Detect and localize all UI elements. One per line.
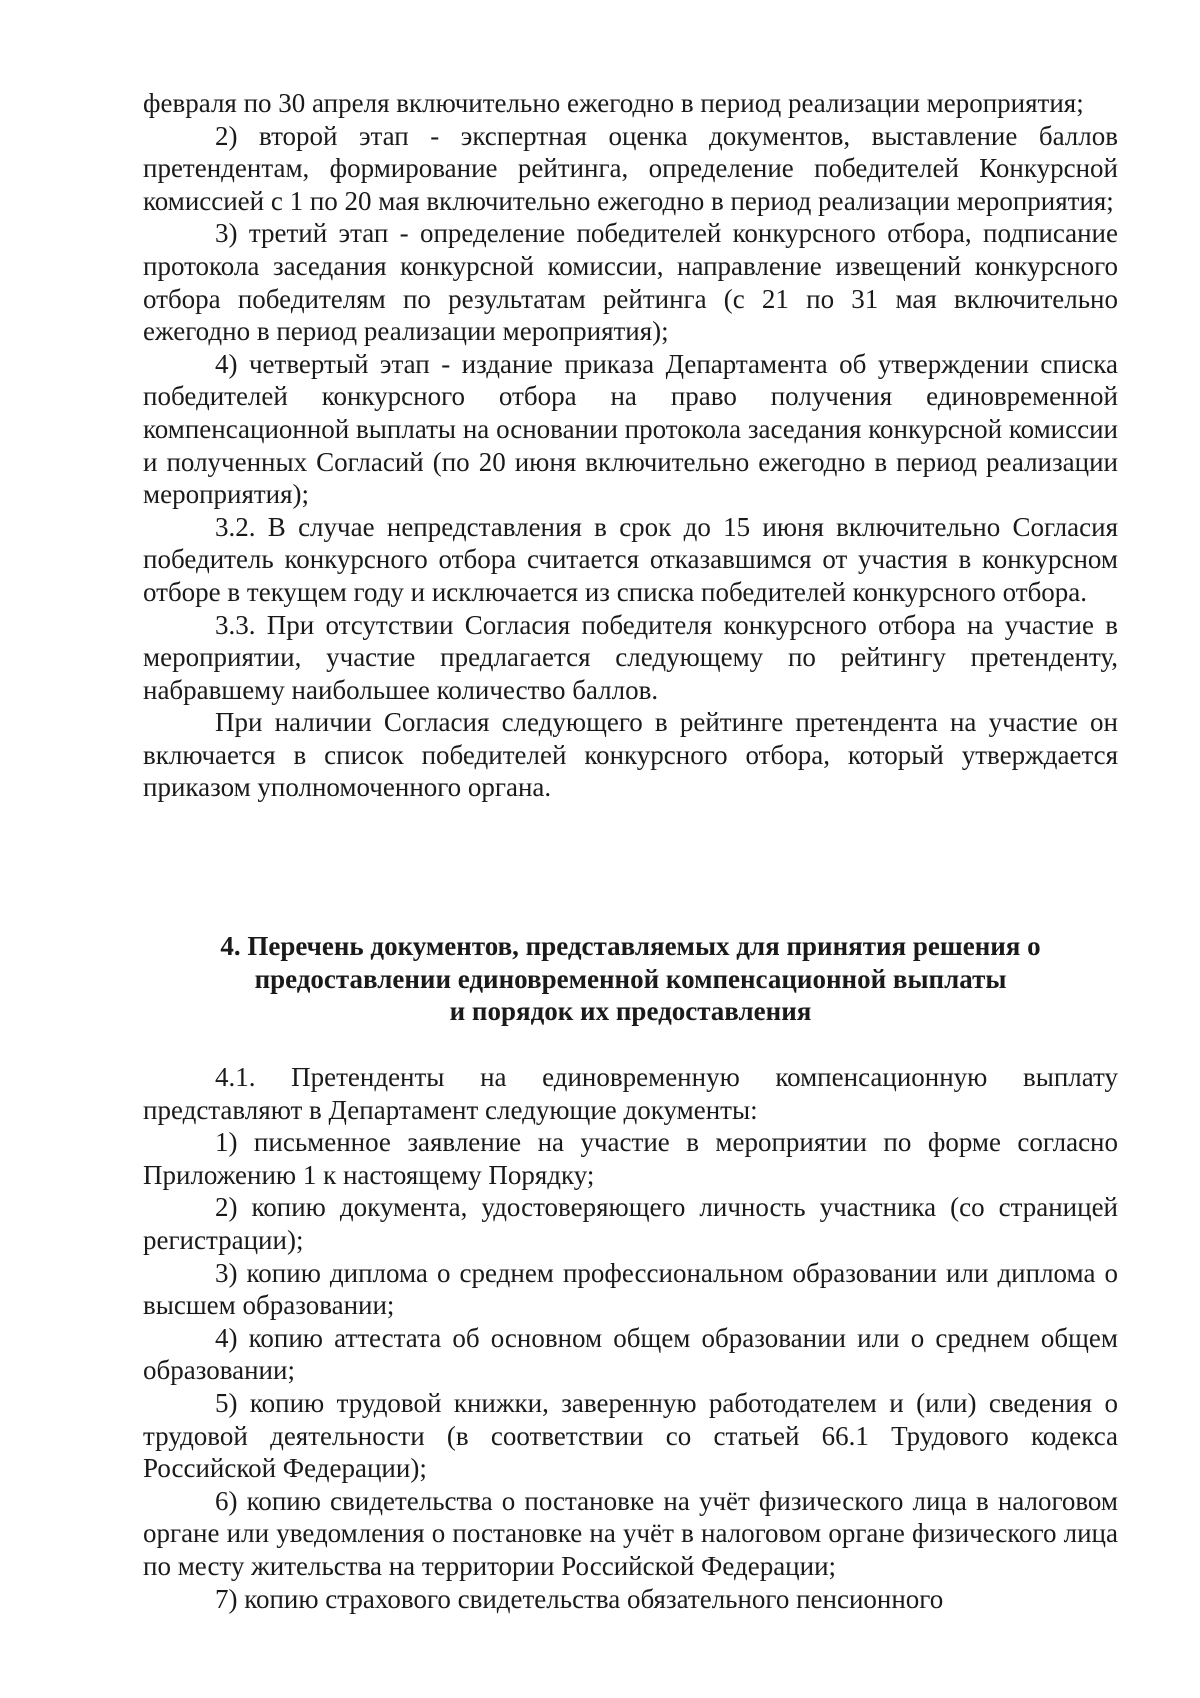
paragraph-3-2: 3.2. В случае непредставления в срок до 15 июня включительно Согласия победитель конкурсного отбора считается отказавшимся от участия в конкурсном отборе в текущем году и исключается из списка победителей конкурсного отбора. bbox=[143, 511, 1118, 607]
section-4-body bbox=[143, 1061, 1118, 1615]
list-item-5: 5) копию трудовой книжки, заверенную работодателем и (или) сведения о трудовой деятельности (в соответствии со статьей 66.1 Трудового кодекса Российской Федерации); bbox=[143, 1387, 1118, 1484]
section-3-continuation bbox=[143, 87, 1118, 804]
list-item-2: 2) копию документа, удостоверяющего личность участника (со страницей регистрации); bbox=[143, 1192, 1118, 1255]
section-4-heading-line-1: 4. Перечень документов, представляемых для принятия решения о bbox=[220, 931, 1041, 961]
paragraph-4-1: 4.1. Претенденты на единовременную компенсационную выплату представляют в Департамент следующие документы: bbox=[143, 1062, 1118, 1125]
list-item-7: 7) копию страхового свидетельства обязательного пенсионного bbox=[215, 1583, 944, 1614]
list-item-1: 1) письменное заявление на участие в мероприятии по форме согласно Приложению 1 к настоящему Порядку; bbox=[143, 1127, 1118, 1190]
paragraph-consent-next: При наличии Согласия следующего в рейтинге претендента на участие он включается в список победителей конкурсного отбора, который утверждается приказом уполномоченного органа. bbox=[143, 707, 1118, 803]
list-item-3: 3) копию диплома о среднем профессиональном образовании или диплома о высшем образовании; bbox=[143, 1257, 1118, 1321]
paragraph-stage4: 4) четвертый этап - издание приказа Департамента об утверждении списка победителей конкурсного отбора на право получения единовременной компенсационной выплаты на основании протокола заседания конкурсной комиссии и полученных Согласий (по 20 июня включительно ежегодно в период реализации мероприятия); bbox=[143, 348, 1118, 510]
paragraph-stage1-tail: февраля по 30 апреля включительно ежегодно в период реализации мероприятия; bbox=[143, 88, 1084, 118]
paragraph-stage2: 2) второй этап - экспертная оценка документов, выставление баллов претендентам, формирование рейтинга, определение победителей Конкурсной комиссией с 1 по 20 мая включительно ежегодно в период реализации мероприятия; bbox=[143, 120, 1118, 216]
paragraph-stage3: 3) третий этап - определение победителей конкурсного отбора, подписание протокола заседания конкурсной комиссии, направление извещений конкурсного отбора победителям по результатам рейтинга (с 21 по 31 мая включительно ежегодно в период реализации мероприятия); bbox=[143, 218, 1118, 347]
section-4-heading-line-3: и порядок их предоставления bbox=[449, 996, 812, 1027]
section-4-heading bbox=[143, 930, 1118, 1028]
section-4-heading-line-2: предоставлении единовременной компенсационной выплаты bbox=[254, 963, 1007, 994]
list-item-4: 4) копию аттестата об основном общем образовании или о среднем общем образовании; bbox=[143, 1322, 1118, 1386]
list-item-6: 6) копию свидетельства о постановке на учёт физического лица в налоговом органе или уведомления о постановке на учёт в налоговом органе физического лица по месту жительства на территории Российской Федерации; bbox=[143, 1485, 1118, 1581]
paragraph-3-3: 3.3. При отсутствии Согласия победителя конкурсного отбора на участие в мероприятии, участие предлагается следующему по рейтингу претенденту, набравшему наибольшее количество баллов. bbox=[143, 609, 1118, 705]
